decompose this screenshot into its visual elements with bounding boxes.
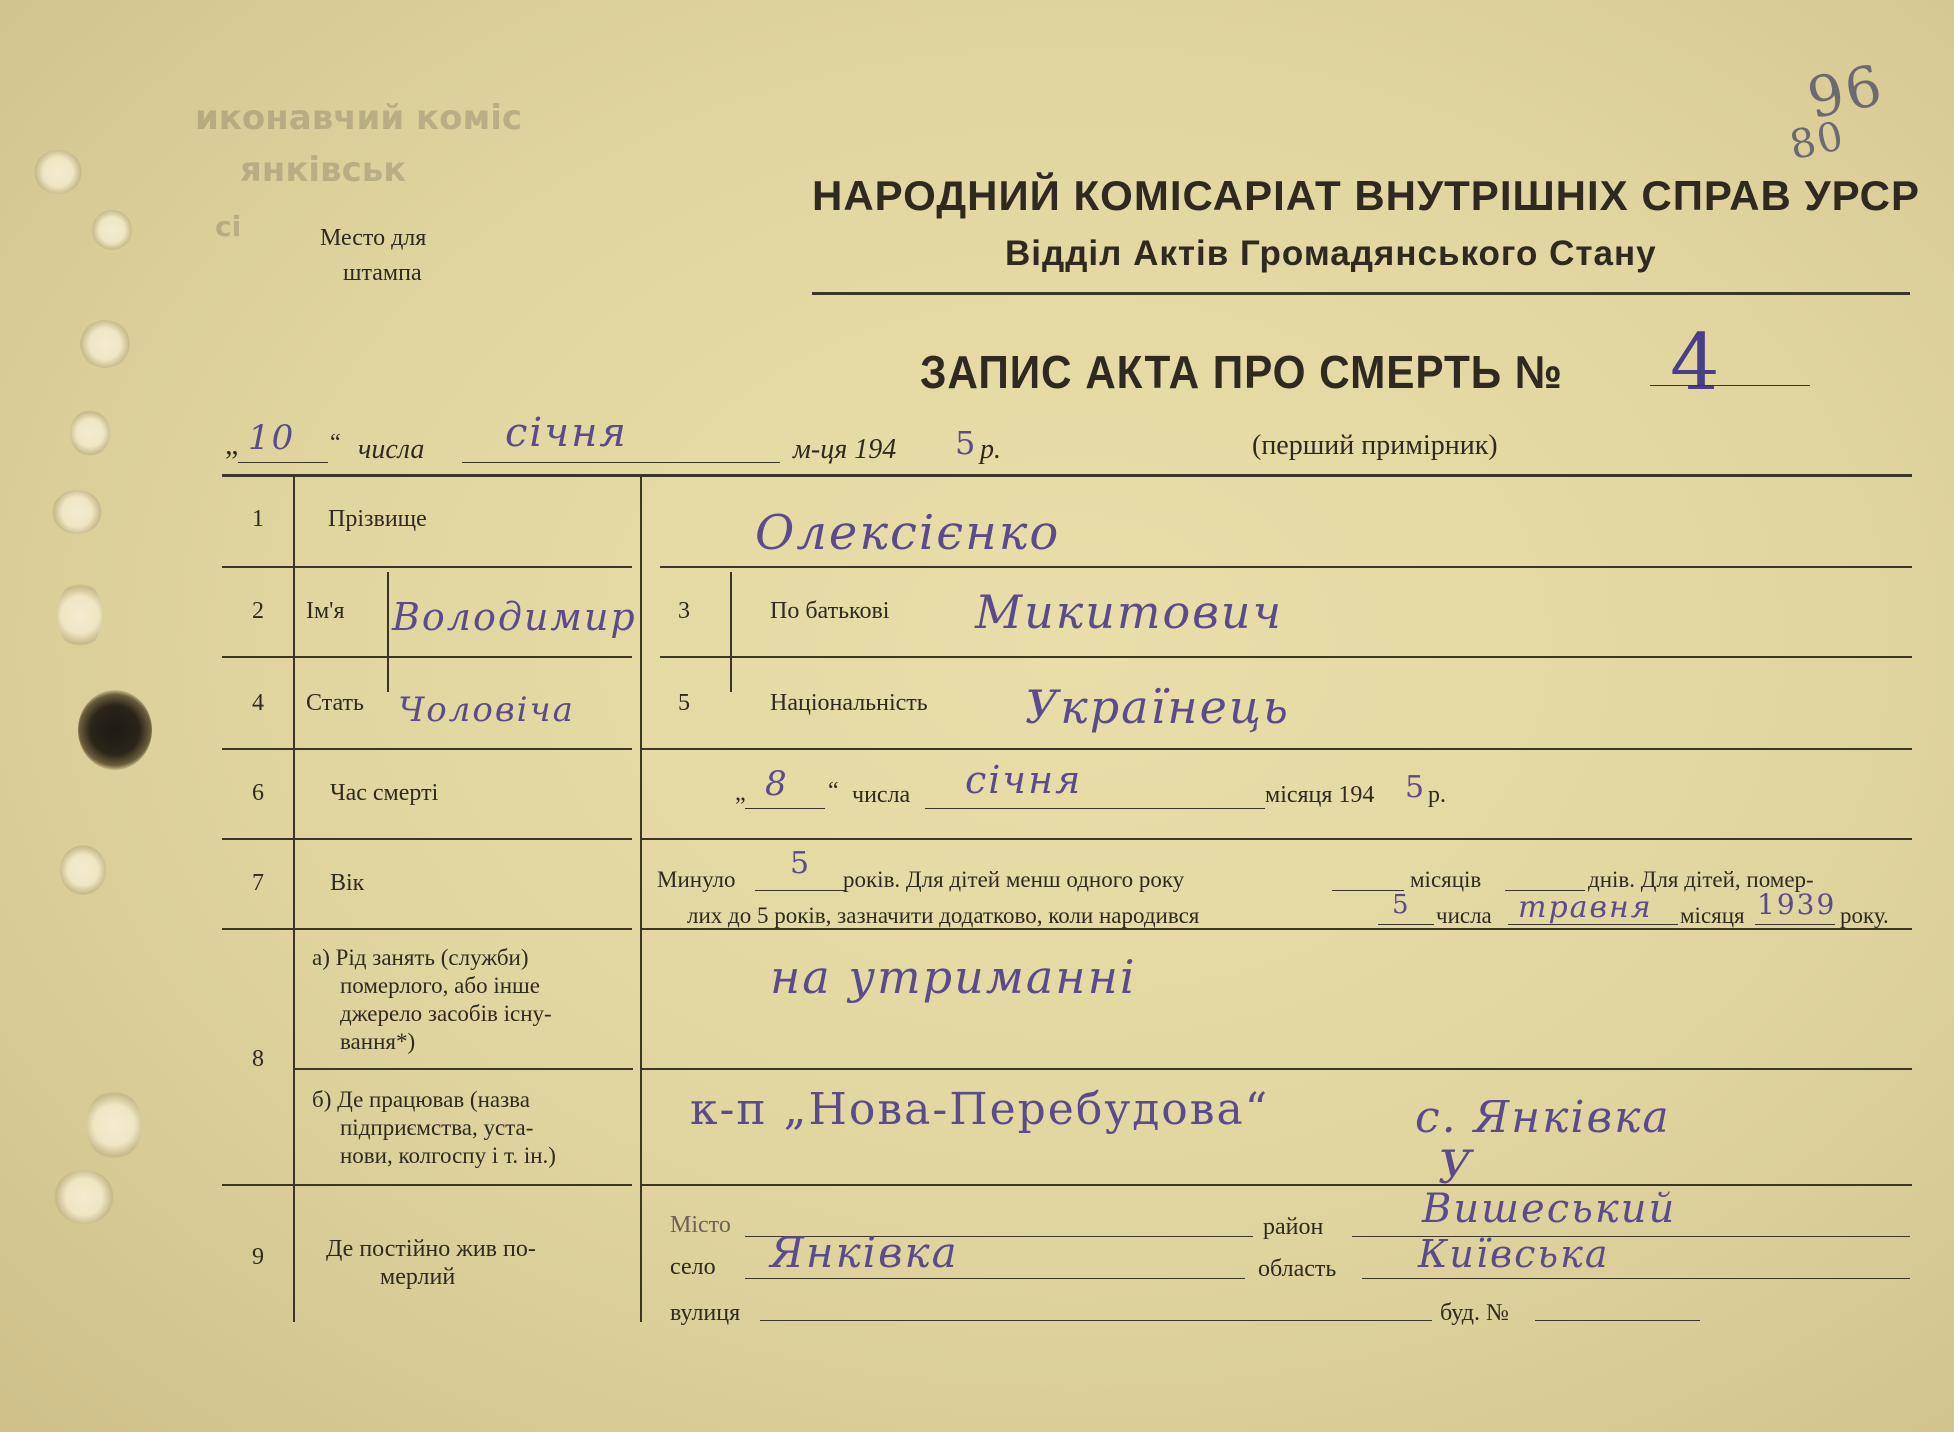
- village-line: [745, 1278, 1245, 1279]
- death-day-line: [745, 808, 825, 809]
- death-open-quote: „: [735, 780, 746, 806]
- age-label: Вік: [330, 870, 365, 896]
- house-label: буд. №: [1440, 1300, 1509, 1326]
- residence-label-line2: мерлий: [380, 1264, 456, 1290]
- row-number: 9: [252, 1244, 264, 1270]
- copy-note: (перший примірник): [1252, 430, 1498, 461]
- death-day-suffix: числа: [852, 782, 911, 808]
- age-years-value: 5: [790, 846, 812, 881]
- region-value: Київська: [1418, 1232, 1610, 1276]
- age-text-line1-c: місяців: [1410, 867, 1482, 892]
- occupation-a-line1: а) Рід занять (служби): [312, 945, 529, 970]
- punch-hole: [54, 1170, 114, 1224]
- occupation-a-line4: вання*): [340, 1029, 416, 1054]
- workplace-b-line3: нови, колгоспу і т. ін.): [340, 1143, 556, 1168]
- workplace-value: к-п „Нова-Перебудова“: [690, 1084, 1270, 1135]
- record-title: ЗАПИС АКТА ПРО СМЕРТЬ №: [920, 346, 1563, 398]
- birth-year-value: 1939: [1757, 888, 1837, 921]
- archive-mark-top: 96: [1802, 52, 1890, 133]
- row-number: 2: [252, 598, 264, 624]
- date-close-quote: “: [330, 430, 341, 456]
- punch-hole: [34, 150, 82, 194]
- street-label: вулиця: [670, 1300, 741, 1326]
- row-rule: [222, 566, 632, 568]
- row-number: 8: [252, 1046, 264, 1072]
- death-day: 8: [765, 764, 789, 804]
- row-number: 4: [252, 690, 264, 716]
- surname-label: Прізвище: [328, 506, 427, 532]
- faded-stamp-line: сі: [215, 210, 242, 243]
- street-line: [760, 1320, 1432, 1321]
- date-year-suffix: р.: [980, 434, 1001, 465]
- residence-label-line1: Де постійно жив по-: [326, 1236, 536, 1262]
- age-text-line1-a: Минуло: [657, 867, 736, 892]
- date-month-line: [462, 462, 780, 463]
- occupation-a-line3: джерело засобів існу-: [340, 1001, 552, 1026]
- patronymic-label: По батькові: [770, 598, 890, 624]
- death-time-label: Час смерті: [330, 780, 439, 806]
- row-number: 5: [678, 690, 690, 716]
- punch-hole: [78, 690, 152, 770]
- punch-hole: [60, 845, 106, 895]
- sex-value: Чоловіча: [398, 690, 575, 730]
- workplace-b-line1: б) Де працював (назва: [312, 1087, 530, 1112]
- punch-hole: [58, 580, 102, 650]
- date-year-digit: 5: [955, 424, 978, 462]
- punch-hole: [92, 210, 132, 250]
- death-year-digit: 5: [1405, 770, 1427, 805]
- row-rule: [640, 748, 1912, 750]
- occupation-a-line2: померлого, або інше: [340, 973, 540, 998]
- death-month: січня: [965, 758, 1083, 802]
- birth-year-line: [1755, 924, 1835, 925]
- row-rule: [222, 838, 632, 840]
- age-text-line2-a: лих до 5 років, зазначити додатково, коли народився: [687, 903, 1200, 928]
- age-text-line2-d: року.: [1840, 903, 1889, 928]
- date-day-suffix: числа: [358, 434, 425, 465]
- row-rule: [222, 748, 632, 750]
- row-number: 3: [678, 598, 690, 624]
- stamp-label-line2: штампа: [343, 260, 422, 286]
- row-rule: [640, 1068, 1912, 1070]
- row-rule: [222, 1184, 632, 1186]
- date-day: 10: [248, 418, 296, 458]
- punch-hole: [52, 490, 102, 534]
- date-day-line: [238, 462, 328, 463]
- form-top-rule: [222, 474, 1912, 477]
- form-col-divider-num: [293, 476, 295, 1322]
- birth-month-line: [1508, 924, 1678, 925]
- village-value: Янківка: [770, 1228, 959, 1277]
- row-number: 1: [252, 506, 264, 532]
- district-label: район: [1263, 1214, 1324, 1240]
- row-rule: [640, 1184, 1912, 1186]
- date-month-suffix: м-ця 194: [793, 434, 897, 465]
- workplace-village-value: с. Янківка: [1415, 1092, 1671, 1143]
- birth-day-line: [1378, 924, 1434, 925]
- header-rule: [812, 292, 1910, 295]
- first-name-value: Володимир: [392, 595, 637, 639]
- patronymic-value: Микитович: [975, 585, 1284, 639]
- nationality-value: Українець: [1025, 680, 1290, 734]
- row-rule: [222, 928, 632, 930]
- row-rule: [660, 656, 1912, 658]
- archive-mark-bottom: 80: [1785, 112, 1850, 170]
- stamp-label-line1: Место для: [320, 225, 427, 251]
- punch-hole: [86, 1090, 142, 1160]
- city-label: Місто: [670, 1212, 731, 1238]
- row-rule: [293, 1068, 633, 1070]
- region-label: область: [1258, 1256, 1337, 1282]
- record-number-line: [1650, 385, 1810, 386]
- row-rule: [640, 838, 1912, 840]
- birth-day-value: 5: [1392, 890, 1411, 920]
- occupation-value: на утриманні: [770, 950, 1137, 1004]
- age-text-line2-c: місяця: [1680, 903, 1745, 928]
- form-col-divider-name: [387, 572, 389, 692]
- punch-hole: [80, 320, 130, 368]
- region-line: [1362, 1278, 1910, 1279]
- first-name-label: Ім'я: [306, 598, 345, 624]
- death-month-suffix: місяця 194: [1265, 782, 1375, 808]
- header-subtitle: Відділ Актів Громадянського Стану: [1005, 234, 1657, 273]
- birth-month-value: травня: [1518, 890, 1653, 925]
- workplace-b-line2: підприємства, уста-: [340, 1115, 534, 1140]
- date-month: січня: [505, 410, 628, 456]
- surname-value: Олексієнко: [755, 505, 1061, 561]
- sex-label: Стать: [306, 690, 364, 716]
- faded-stamp-line: иконавчий коміс: [195, 98, 523, 138]
- row-number: 6: [252, 780, 264, 806]
- residence-extra-mark: У: [1438, 1140, 1474, 1194]
- village-label: село: [670, 1254, 716, 1280]
- header-title: НАРОДНИЙ КОМІСАРІАТ ВНУТРІШНІХ СПРАВ УРСР: [812, 172, 1920, 219]
- form-col-divider-patronymic: [730, 572, 732, 692]
- district-value: Вишеський: [1422, 1186, 1677, 1232]
- age-text-line1-d: днів. Для дітей, помер-: [1588, 867, 1814, 892]
- row-rule: [660, 566, 1912, 568]
- faded-stamp-line: янківськ: [240, 150, 407, 190]
- date-open-quote: „: [225, 428, 239, 461]
- record-number: 4: [1670, 318, 1722, 408]
- nationality-label: Національність: [770, 690, 928, 716]
- row-rule: [222, 656, 632, 658]
- age-text-line2-b: числа: [1436, 903, 1492, 928]
- death-close-quote: “: [828, 778, 839, 804]
- row-number: 7: [252, 870, 264, 896]
- age-years-line: [755, 890, 845, 891]
- age-text-line1-b: років. Для дітей менш одного року: [843, 867, 1185, 892]
- punch-hole: [70, 410, 110, 456]
- death-month-line: [925, 808, 1265, 809]
- house-line: [1535, 1320, 1700, 1321]
- death-year-suffix: р.: [1428, 782, 1446, 808]
- form-col-divider-label: [640, 476, 642, 1322]
